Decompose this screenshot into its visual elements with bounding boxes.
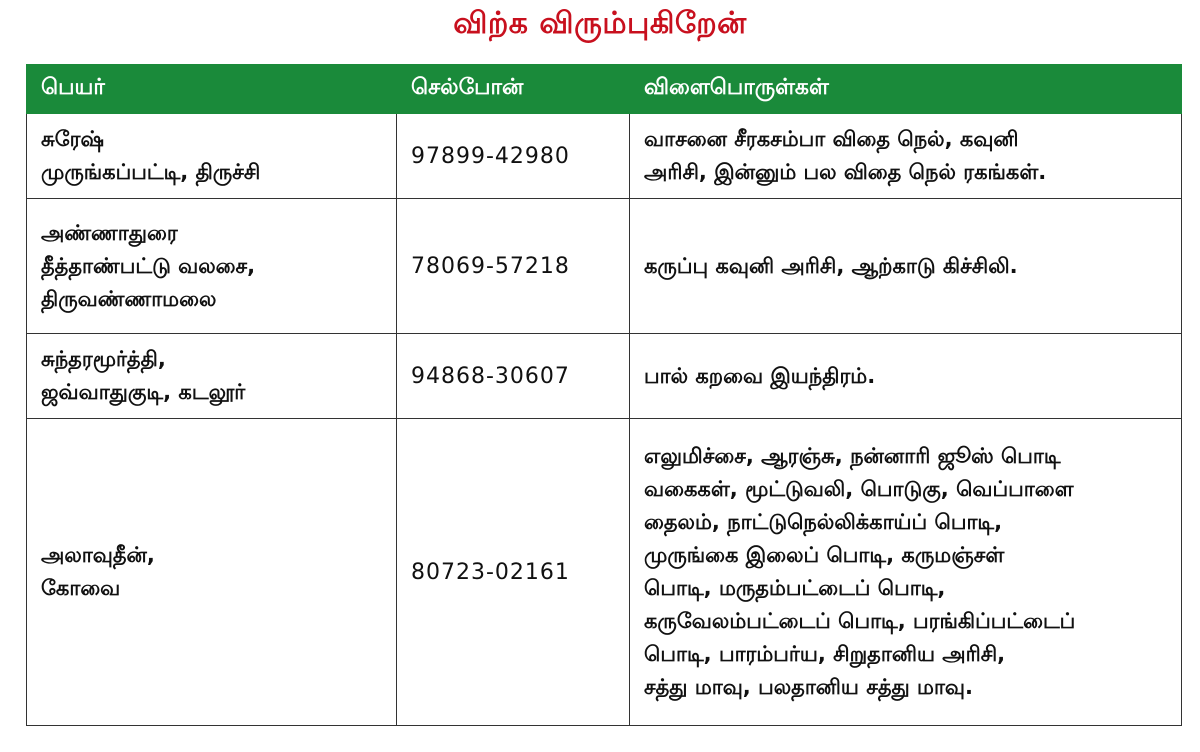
product-line: கருவேலம்பட்டைப் பொடி, பரங்கிப்பட்டைப் xyxy=(644,609,1076,633)
name-line: திருவண்ணாமலை xyxy=(41,286,217,311)
products-cell xyxy=(630,334,1182,419)
table-row xyxy=(27,114,1182,199)
table-row xyxy=(27,199,1182,334)
product-line: வகைகள், மூட்டுவலி, பொடுகு, வெப்பாளை xyxy=(644,477,1074,501)
phone-number: 94868-30607 xyxy=(397,334,630,419)
sellers-table xyxy=(26,64,1182,726)
column-header-products: விளைபொருள்கள் xyxy=(630,65,1182,114)
product-line: முருங்கை இலைப் பொடி, கருமஞ்சள் xyxy=(644,543,1005,567)
phone-number: 78069-57218 xyxy=(397,199,630,334)
name-line: அலாவுதீன், xyxy=(41,543,155,567)
column-header-name: பெயர் xyxy=(27,65,397,114)
name-line: சுந்தரமூர்த்தி, xyxy=(41,347,166,371)
phone-number: 97899-42980 xyxy=(397,114,630,199)
page-title: விற்க விரும்புகிறேன் xyxy=(453,6,747,41)
seller-name-cell xyxy=(27,419,397,726)
seller-name-cell xyxy=(27,199,397,334)
table-row xyxy=(27,419,1182,726)
products-cell xyxy=(630,114,1182,199)
product-line: தைலம், நாட்டுநெல்லிக்காய்ப் பொடி, xyxy=(644,510,1003,534)
name-line: ஜவ்வாதுகுடி, கடலூர் xyxy=(41,380,246,404)
table-row xyxy=(27,334,1182,419)
product-line: பொடி, பாரம்பர்ய, சிறுதானிய அரிசி, xyxy=(644,642,1006,666)
products-cell xyxy=(630,419,1182,726)
product-line: சத்து மாவு, பலதானிய சத்து மாவு. xyxy=(644,675,974,699)
name-line: கோவை xyxy=(41,576,121,600)
product-line: எலுமிச்சை, ஆரஞ்சு, நன்னாரி ஜூஸ் பொடி xyxy=(644,444,1061,468)
name-line: அண்ணாதுரை xyxy=(41,220,178,245)
product-line: வாசனை சீரகசம்பா விதை நெல், கவுனி xyxy=(644,127,1019,151)
products-cell xyxy=(630,199,1182,334)
name-line: சுரேஷ் xyxy=(41,127,104,151)
name-line: தீத்தாண்பட்டு வலசை, xyxy=(41,253,256,278)
name-line: முருங்கப்பட்டி, திருச்சி xyxy=(41,160,261,184)
phone-number: 80723-02161 xyxy=(397,419,630,726)
seller-name-cell xyxy=(27,114,397,199)
product-line: கருப்பு கவுனி அரிசி, ஆற்காடு கிச்சிலி. xyxy=(644,253,1018,278)
product-line: பால் கறவை இயந்திரம். xyxy=(644,363,876,388)
seller-name-cell xyxy=(27,334,397,419)
product-line: அரிசி, இன்னும் பல விதை நெல் ரகங்கள். xyxy=(644,160,1047,184)
product-line: பொடி, மருதம்பட்டைப் பொடி, xyxy=(644,576,946,600)
column-header-phone: செல்போன் xyxy=(397,65,630,114)
table-header-row xyxy=(27,65,1182,114)
